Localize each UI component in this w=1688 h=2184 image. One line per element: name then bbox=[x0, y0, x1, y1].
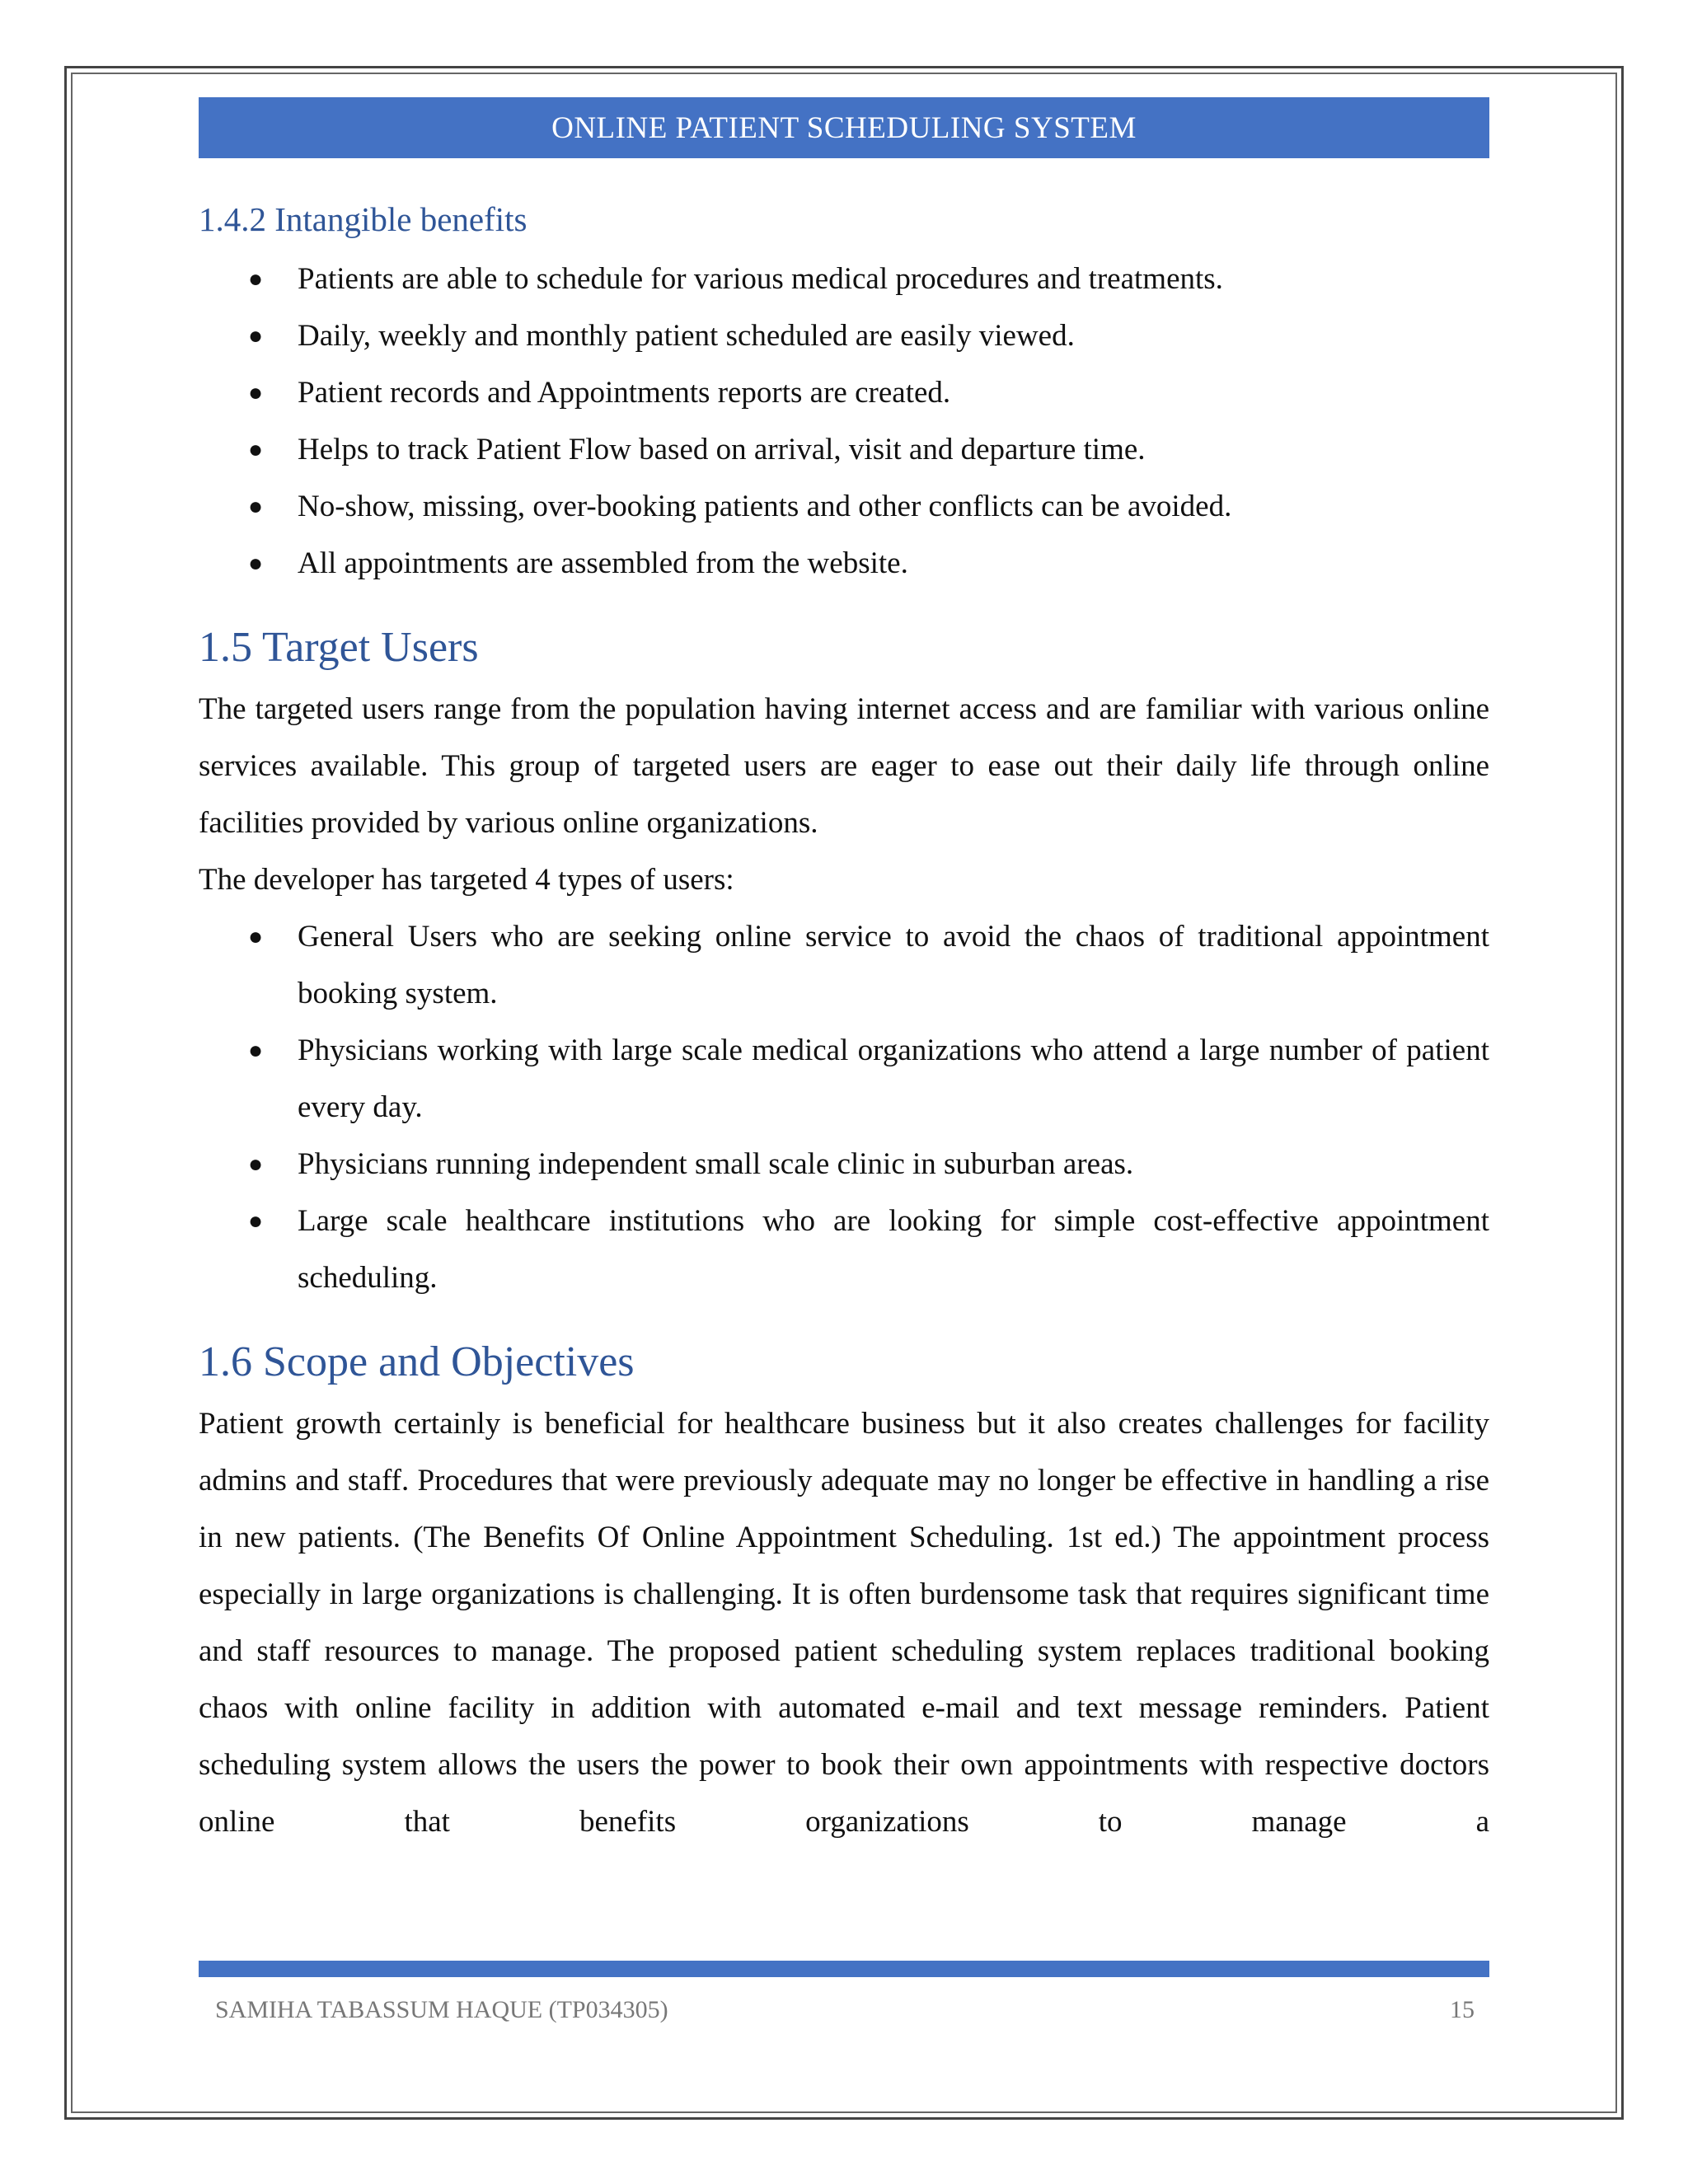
section-heading-1-4-2: 1.4.2 Intangible benefits bbox=[199, 200, 528, 238]
target-users-intro: The developer has targeted 4 types of users: bbox=[199, 863, 734, 897]
scope-paragraph: Patient growth certainly is beneficial for healthcare business but it also creates challenges for facility admins and staff. Procedures that were previously adequate may no longer be effective in handling a rise in new patients. (The Benefits Of Online Appointment Scheduling. 1st ed.) The appointment process especially in large organizations is challenging. It is often burdensome task that requires significant time and staff resources to manage. The proposed patient scheduling system replaces traditional booking chaos with online facility in addition with automated e-mail and text message reminders. Patient scheduling system allows the users the power to book their own appointments with respective doctors online that benefits organizations to manage a bbox=[199, 1407, 1489, 1839]
intangible-benefits-list bbox=[199, 251, 1489, 592]
list-item: ● Patient records and Appointments reports are created. bbox=[248, 376, 951, 410]
list-item: ● Physicians working with large scale medical organizations who attend a large number of patient every day. bbox=[248, 1033, 1489, 1124]
list-item: ● Physicians running independent small scale clinic in suburban areas. bbox=[248, 1147, 1134, 1181]
list-item: ● General Users who are seeking online service to avoid the chaos of traditional appointment booking system. bbox=[248, 920, 1489, 1010]
list-item: ● All appointments are assembled from the website. bbox=[248, 546, 908, 580]
section-heading-1-6: 1.6 Scope and Objectives bbox=[199, 1338, 635, 1385]
list-item: ● Large scale healthcare institutions who are looking for simple cost-effective appointment scheduling. bbox=[248, 1204, 1489, 1295]
target-users-paragraph: The targeted users range from the population having internet access and are familiar with various online services available. This group of targeted users are eager to ease out their daily life through online facilities provided by various online organizations. bbox=[199, 692, 1489, 840]
page-content bbox=[199, 190, 1489, 1850]
page-number: 15 bbox=[1450, 1996, 1475, 2023]
list-item: ● No-show, missing, over-booking patients and other conflicts can be avoided. bbox=[248, 490, 1232, 523]
list-item: ● Patients are able to schedule for various medical procedures and treatments. bbox=[248, 262, 1223, 296]
header-title: ONLINE PATIENT SCHEDULING SYSTEM bbox=[551, 110, 1137, 145]
list-item: ● Helps to track Patient Flow based on arrival, visit and departure time. bbox=[248, 433, 1146, 466]
list-item: ● Daily, weekly and monthly patient scheduled are easily viewed. bbox=[248, 319, 1075, 353]
target-users-list bbox=[199, 908, 1489, 1306]
footer-bar bbox=[199, 1961, 1489, 1977]
footer-author: SAMIHA TABASSUM HAQUE (TP034305) bbox=[215, 1996, 668, 2023]
header-bar bbox=[199, 97, 1489, 158]
section-heading-1-5: 1.5 Target Users bbox=[199, 624, 479, 671]
